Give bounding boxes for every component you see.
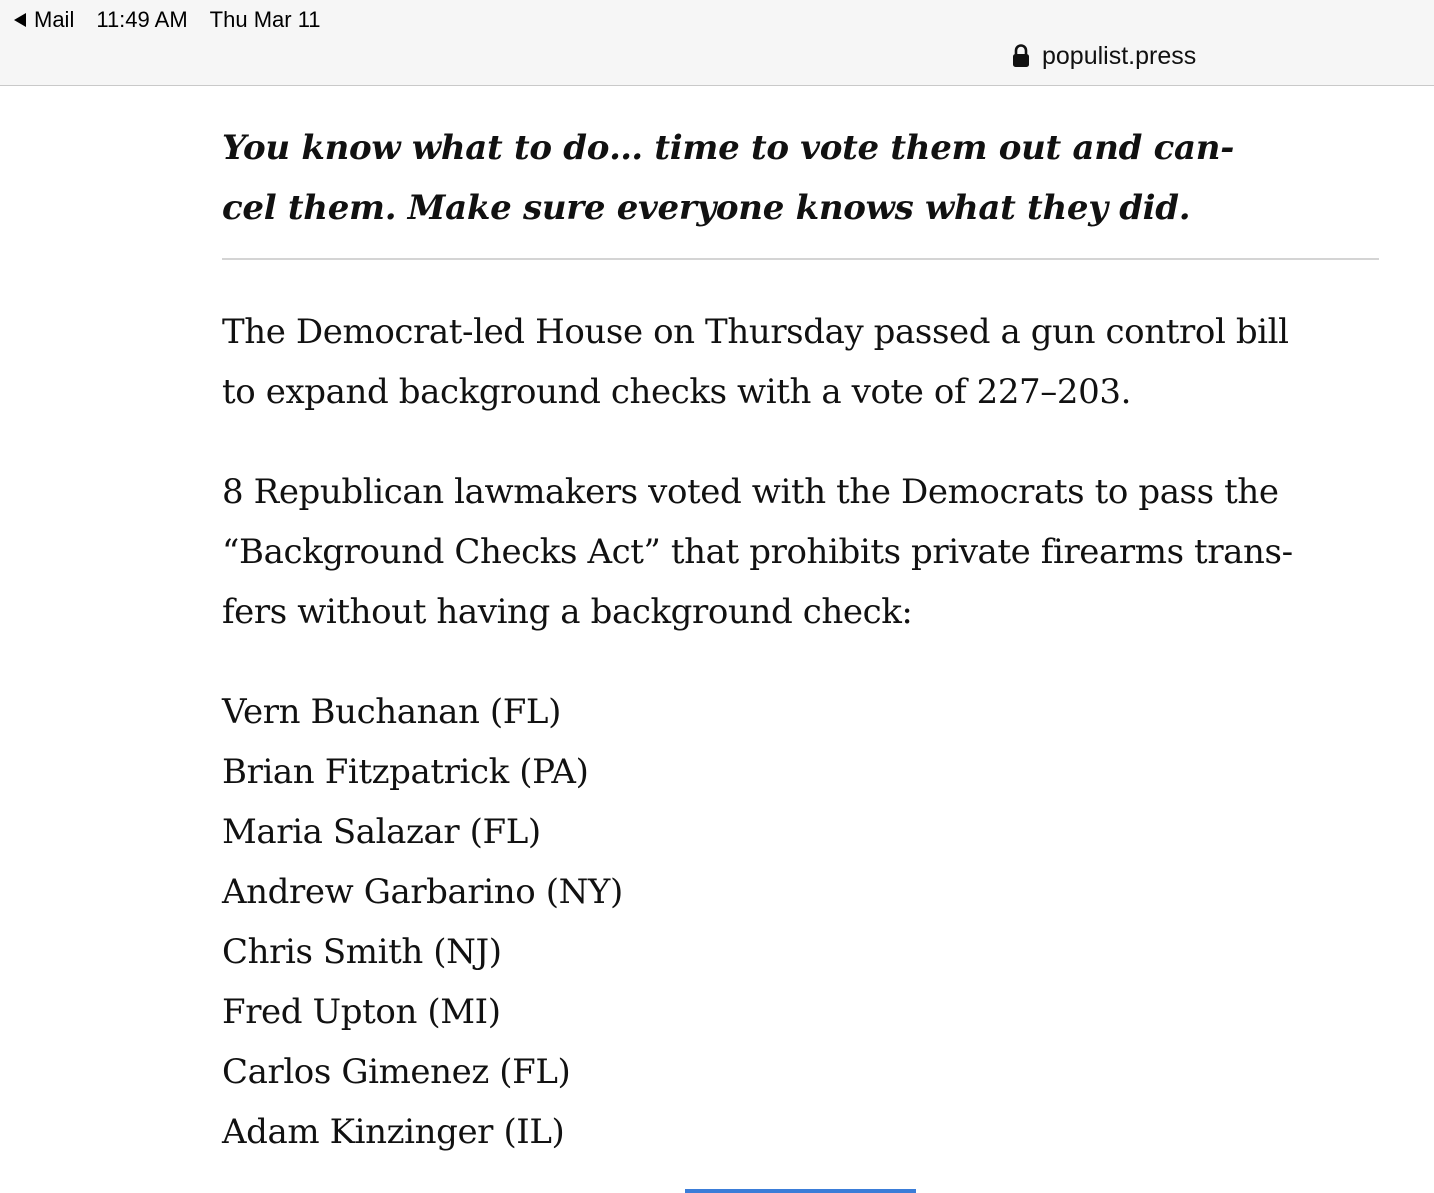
browser-top-bar (0, 0, 1434, 86)
pull-quote-line: You know what to do… time to vote them out and can- (222, 128, 1235, 168)
status-date: Thu Mar 11 (209, 7, 321, 32)
lock-icon (1010, 43, 1032, 69)
list-item: Vern Buchanan (FL) (222, 692, 561, 732)
back-to-mail-button[interactable] (14, 7, 74, 33)
url-text: populist.press (1042, 41, 1197, 70)
back-label: Mail (34, 7, 75, 32)
list-item: Maria Salazar (FL) (222, 812, 541, 852)
pull-quote (222, 118, 1382, 238)
list-item: Adam Kinzinger (IL) (222, 1112, 565, 1152)
lawmaker-list (222, 682, 1382, 1162)
pull-quote-line: cel them. Make sure everyone knows what they did. (222, 188, 1191, 228)
paragraph-line: The Democrat-led House on Thursday passed a gun control bill (222, 312, 1289, 352)
paragraph-republicans (222, 462, 1382, 642)
paragraph-house-vote (222, 302, 1382, 422)
section-divider (222, 258, 1379, 260)
list-item: Brian Fitzpatrick (PA) (222, 752, 589, 792)
back-arrow-icon (14, 13, 26, 27)
paragraph-line: to expand background checks with a vote of 227–203. (222, 372, 1131, 412)
paragraph-line: 8 Republican lawmakers voted with the Democrats to pass the (222, 472, 1279, 512)
list-item: Fred Upton (MI) (222, 992, 501, 1032)
address-bar[interactable] (1010, 40, 1196, 72)
paragraph-line: “Background Checks Act” that prohibits private firearms trans- (222, 532, 1293, 572)
status-time: 11:49 AM (96, 7, 188, 32)
list-item: Carlos Gimenez (FL) (222, 1052, 571, 1092)
paragraph-line: fers without having a background check: (222, 592, 913, 632)
article-body (222, 118, 1382, 1162)
list-item: Andrew Garbarino (NY) (222, 872, 623, 912)
link-underline[interactable] (685, 1189, 916, 1193)
status-bar (14, 6, 321, 34)
list-item: Chris Smith (NJ) (222, 932, 502, 972)
